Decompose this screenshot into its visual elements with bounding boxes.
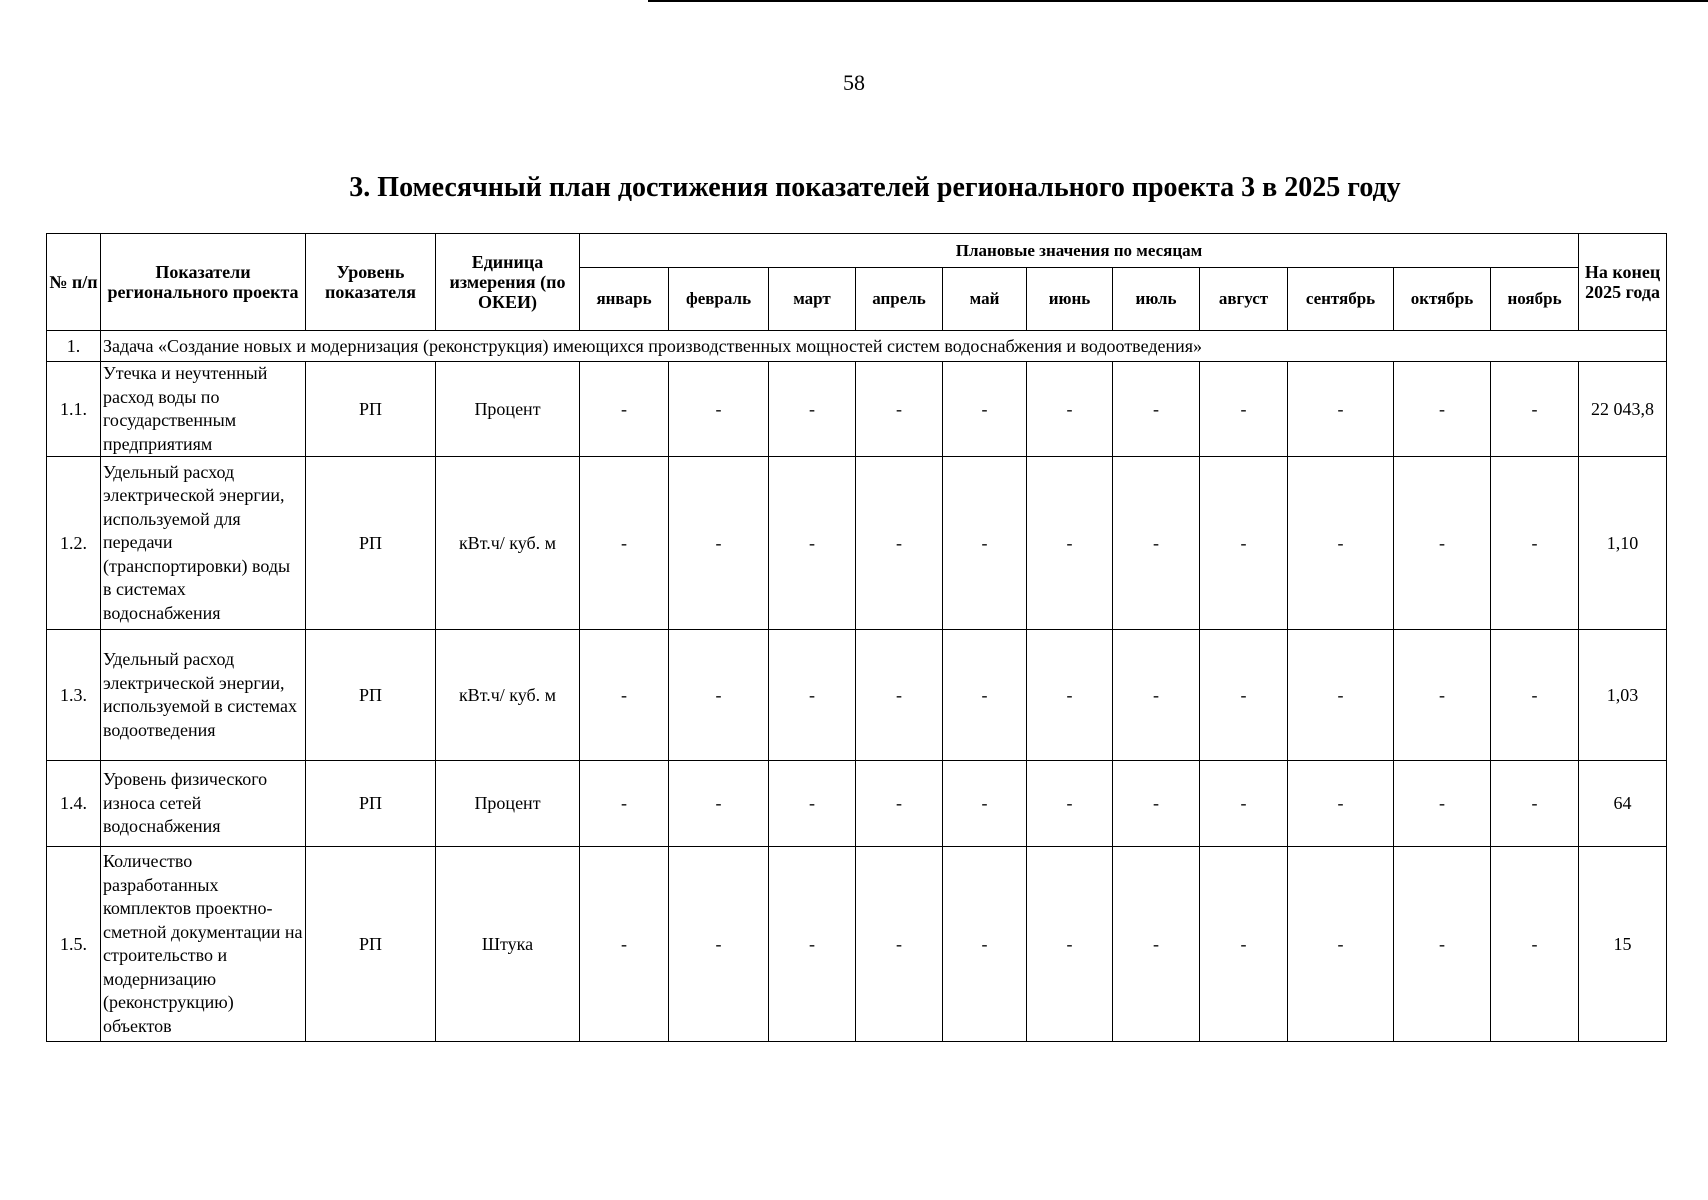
month-value: - bbox=[669, 362, 769, 457]
header-indicator: Показатели регионального проекта bbox=[101, 234, 306, 331]
month-value: - bbox=[580, 630, 669, 761]
month-value: - bbox=[1113, 457, 1200, 630]
month-value: - bbox=[1027, 457, 1113, 630]
header-month: октябрь bbox=[1394, 268, 1491, 331]
row-num: 1.1. bbox=[47, 362, 101, 457]
month-value: - bbox=[943, 847, 1027, 1042]
month-value: - bbox=[769, 457, 856, 630]
header-month: июль bbox=[1113, 268, 1200, 331]
row-num: 1.5. bbox=[47, 847, 101, 1042]
month-value: - bbox=[1027, 362, 1113, 457]
header-planned-values: Плановые значения по месяцам bbox=[580, 234, 1579, 268]
month-value: - bbox=[943, 457, 1027, 630]
indicator-level: РП bbox=[306, 847, 436, 1042]
month-value: - bbox=[1288, 457, 1394, 630]
month-value: - bbox=[1288, 847, 1394, 1042]
top-rule bbox=[648, 0, 1708, 2]
month-value: - bbox=[1113, 630, 1200, 761]
page-number: 58 bbox=[843, 70, 865, 95]
header-month: сентябрь bbox=[1288, 268, 1394, 331]
row-num: 1.2. bbox=[47, 457, 101, 630]
month-value: - bbox=[1288, 761, 1394, 847]
section-title: 3. Помесячный план достижения показателей регионального проекта 3 в 2025 году bbox=[349, 172, 1401, 203]
unit-cell: Процент bbox=[436, 761, 580, 847]
month-value: - bbox=[1200, 847, 1288, 1042]
indicator-name: Количество разработанных комплектов проектно-сметной документации на строительство и модернизацию (реконструкцию) объектов bbox=[101, 847, 306, 1042]
month-value: - bbox=[1200, 630, 1288, 761]
month-value: - bbox=[1027, 761, 1113, 847]
header-level: Уровень показателя bbox=[306, 234, 436, 331]
month-value: - bbox=[669, 847, 769, 1042]
month-value: - bbox=[1394, 457, 1491, 630]
month-value: - bbox=[856, 630, 943, 761]
indicator-name: Удельный расход электрической энергии, используемой в системах водоотведения bbox=[101, 630, 306, 761]
table-row bbox=[47, 761, 1667, 847]
month-value: - bbox=[1491, 630, 1579, 761]
header-month: июнь bbox=[1027, 268, 1113, 331]
header-end-of-year: На конец 2025 года bbox=[1579, 234, 1667, 331]
month-value: - bbox=[580, 362, 669, 457]
month-value: - bbox=[769, 847, 856, 1042]
month-value: - bbox=[769, 362, 856, 457]
task-num: 1. bbox=[47, 331, 101, 362]
month-value: - bbox=[1394, 630, 1491, 761]
month-value: - bbox=[669, 630, 769, 761]
month-value: - bbox=[1200, 761, 1288, 847]
month-value: - bbox=[1113, 847, 1200, 1042]
month-value: - bbox=[580, 761, 669, 847]
unit-cell: кВт.ч/ куб. м bbox=[436, 457, 580, 630]
month-value: - bbox=[856, 847, 943, 1042]
header-month: ноябрь bbox=[1491, 268, 1579, 331]
table-row bbox=[47, 847, 1667, 1042]
month-value: - bbox=[1288, 630, 1394, 761]
table-row bbox=[47, 630, 1667, 761]
month-value: - bbox=[943, 362, 1027, 457]
task-row bbox=[47, 331, 1667, 362]
indicator-level: РП bbox=[306, 630, 436, 761]
indicator-name: Уровень физического износа сетей водоснабжения bbox=[101, 761, 306, 847]
month-value: - bbox=[1491, 847, 1579, 1042]
month-value: - bbox=[669, 761, 769, 847]
month-value: - bbox=[1491, 761, 1579, 847]
indicator-name: Удельный расход электрической энергии, используемой для передачи (транспортировки) воды в системах водоснабжения bbox=[101, 457, 306, 630]
end-of-year-value: 1,10 bbox=[1579, 457, 1667, 630]
end-of-year-value: 15 bbox=[1579, 847, 1667, 1042]
header-num: № п/п bbox=[47, 234, 101, 331]
indicator-name: Утечка и неучтенный расход воды по государственным предприятиям bbox=[101, 362, 306, 457]
header-month: февраль bbox=[669, 268, 769, 331]
month-value: - bbox=[943, 630, 1027, 761]
header-month: апрель bbox=[856, 268, 943, 331]
month-value: - bbox=[580, 847, 669, 1042]
month-value: - bbox=[1200, 362, 1288, 457]
month-value: - bbox=[1491, 457, 1579, 630]
month-value: - bbox=[856, 362, 943, 457]
month-value: - bbox=[943, 761, 1027, 847]
month-value: - bbox=[1200, 457, 1288, 630]
month-value: - bbox=[1027, 630, 1113, 761]
month-value: - bbox=[856, 457, 943, 630]
table-row bbox=[47, 362, 1667, 457]
month-value: - bbox=[1394, 847, 1491, 1042]
month-value: - bbox=[580, 457, 669, 630]
header-unit: Единица измерения (по ОКЕИ) bbox=[436, 234, 580, 331]
end-of-year-value: 64 bbox=[1579, 761, 1667, 847]
month-value: - bbox=[1491, 362, 1579, 457]
month-value: - bbox=[1113, 362, 1200, 457]
month-value: - bbox=[1027, 847, 1113, 1042]
header-month: январь bbox=[580, 268, 669, 331]
month-value: - bbox=[1113, 761, 1200, 847]
monthly-plan-table bbox=[46, 233, 1667, 1042]
indicator-level: РП bbox=[306, 362, 436, 457]
row-num: 1.4. bbox=[47, 761, 101, 847]
row-num: 1.3. bbox=[47, 630, 101, 761]
end-of-year-value: 22 043,8 bbox=[1579, 362, 1667, 457]
end-of-year-value: 1,03 bbox=[1579, 630, 1667, 761]
unit-cell: Штука bbox=[436, 847, 580, 1042]
indicator-level: РП bbox=[306, 761, 436, 847]
header-month: март bbox=[769, 268, 856, 331]
unit-cell: Процент bbox=[436, 362, 580, 457]
month-value: - bbox=[669, 457, 769, 630]
month-value: - bbox=[769, 630, 856, 761]
unit-cell: кВт.ч/ куб. м bbox=[436, 630, 580, 761]
month-value: - bbox=[856, 761, 943, 847]
month-value: - bbox=[1288, 362, 1394, 457]
header-month: май bbox=[943, 268, 1027, 331]
table-row bbox=[47, 457, 1667, 630]
header-month: август bbox=[1200, 268, 1288, 331]
month-value: - bbox=[1394, 362, 1491, 457]
month-value: - bbox=[1394, 761, 1491, 847]
indicator-level: РП bbox=[306, 457, 436, 630]
task-text: Задача «Создание новых и модернизация (реконструкция) имеющихся производственных мощностей систем водоснабжения и водоотведения» bbox=[101, 331, 1667, 362]
month-value: - bbox=[769, 761, 856, 847]
